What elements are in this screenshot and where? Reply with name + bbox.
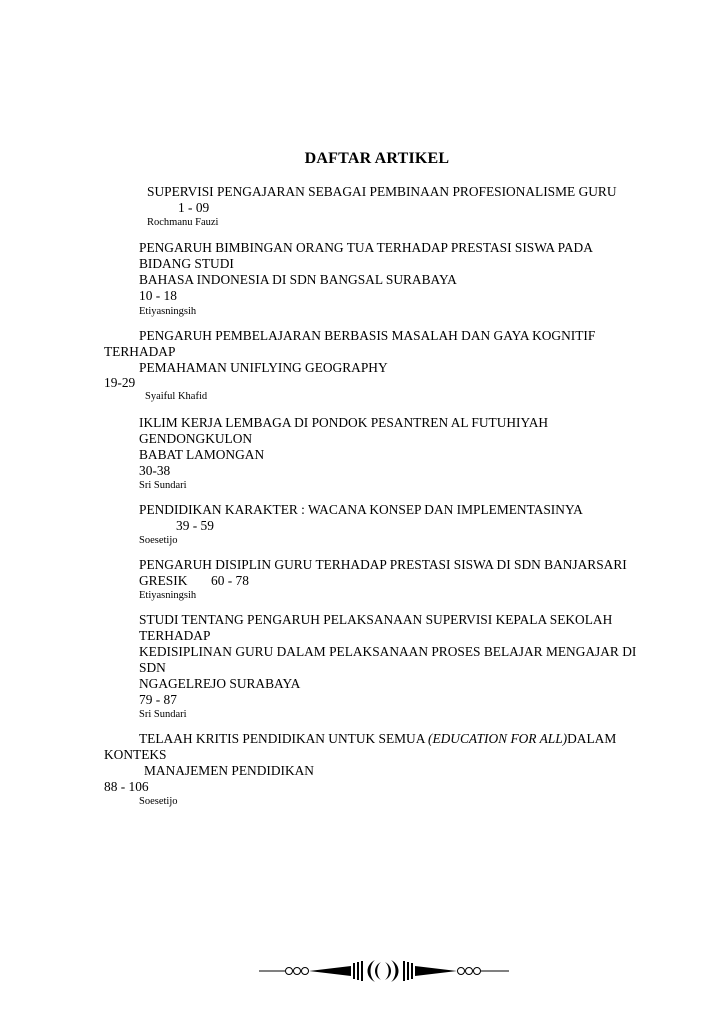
article-7-title-line-1: STUDI TENTANG PENGARUH PELAKSANAAN SUPERVISI KEPALA SEKOLAH [139, 612, 613, 627]
article-8-title-line-2: KONTEKS [104, 747, 167, 762]
article-3-title-line-1: PENGARUH PEMBELAJARAN BERBASIS MASALAH DAN GAYA KOGNITIF [139, 328, 596, 343]
article-4-pages: 30-38 [139, 463, 171, 478]
article-8-title-tail: DALAM [567, 731, 617, 746]
article-5-title-line-1: PENDIDIKAN KARAKTER : WACANA KONSEP DAN IMPLEMENTASINYA [139, 502, 583, 517]
article-2-title-line-2: BIDANG STUDI [139, 256, 234, 271]
article-1-title-line-1: SUPERVISI PENGAJARAN SEBAGAI PEMBINAAN PROFESIONALISME GURU [147, 184, 617, 199]
article-7-title-line-4: SDN [139, 660, 166, 675]
article-7-pages: 79 - 87 [139, 692, 177, 707]
article-3-title-line-2: TERHADAP [104, 344, 176, 359]
article-3-title-line-3: PEMAHAMAN UNIFLYING GEOGRAPHY [139, 360, 388, 375]
article-4-author: Sri Sundari [139, 480, 187, 491]
article-5-pages: 39 - 59 [176, 518, 214, 533]
article-8-title-text: TELAAH KRITIS PENDIDIKAN UNTUK SEMUA [139, 731, 428, 746]
article-2-pages: 10 - 18 [139, 288, 177, 303]
article-2-author: Etiyasningsih [139, 306, 197, 317]
article-7-title-line-5: NGAGELREJO SURABAYA [139, 676, 301, 691]
article-7-title-line-2: TERHADAP [139, 628, 211, 643]
footer-ornament [255, 957, 515, 985]
article-8-title-italic: (EDUCATION FOR ALL) [428, 731, 568, 746]
article-1-pages: 1 - 09 [178, 200, 210, 215]
article-8-author: Soesetijo [139, 796, 178, 807]
article-4-title-line-3: BABAT LAMONGAN [139, 447, 265, 462]
article-6-title-line-2: GRESIK [139, 573, 188, 588]
article-1-author: Rochmanu Fauzi [147, 217, 219, 228]
article-4-title-line-2: GENDONGKULON [139, 431, 253, 446]
article-6-title-line-1: PENGARUH DISIPLIN GURU TERHADAP PRESTASI SISWA DI SDN BANJARSARI [139, 557, 627, 572]
article-7-title-line-3: KEDISIPLINAN GURU DALAM PELAKSANAAN PROSES BELAJAR MENGAJAR DI [139, 644, 637, 659]
article-6-pages: 60 - 78 [211, 573, 249, 588]
article-2-title-line-3: BAHASA INDONESIA DI SDN BANGSAL SURABAYA [139, 272, 457, 287]
article-3-pages: 19-29 [104, 375, 136, 390]
article-7-author: Sri Sundari [139, 709, 187, 720]
article-8-title-line-1 [139, 731, 616, 747]
article-8-pages: 88 - 106 [104, 779, 149, 794]
article-4-title-line-1: IKLIM KERJA LEMBAGA DI PONDOK PESANTREN AL FUTUHIYAH [139, 415, 549, 430]
article-5-author: Soesetijo [139, 535, 178, 546]
article-6-author: Etiyasningsih [139, 590, 197, 601]
article-8-title-line-3: MANAJEMEN PENDIDIKAN [144, 763, 314, 778]
article-3-author: Syaiful Khafid [145, 391, 208, 402]
article-2-title-line-1: PENGARUH BIMBINGAN ORANG TUA TERHADAP PRESTASI SISWA PADA [139, 240, 593, 255]
page-title: DAFTAR ARTIKEL [304, 150, 450, 167]
